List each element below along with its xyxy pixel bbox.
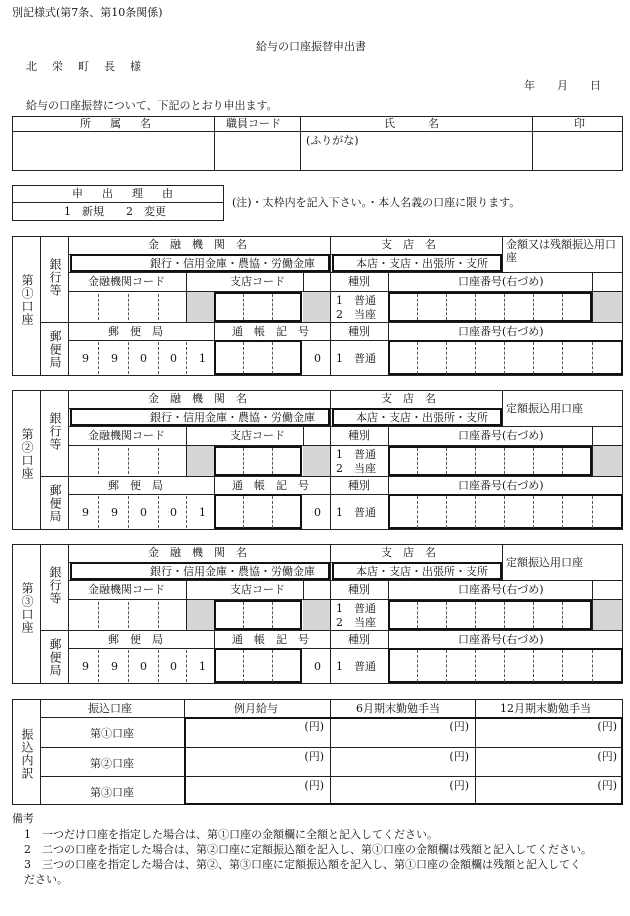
- account-3-institution-name-header: 金 融 機 関 名: [148, 546, 247, 559]
- transfer-amount-r1-c1[interactable]: [186, 719, 328, 745]
- account-1-post-digit-4: 0: [170, 352, 177, 365]
- account-1-account-number-header: 口座番号(右づめ): [458, 275, 544, 288]
- yen-unit-label: (円): [597, 750, 617, 763]
- account-1-institution-code-field[interactable]: [69, 292, 185, 322]
- transfer-section-label: 振込内訳: [20, 728, 34, 780]
- account-3-passbook-symbol-field[interactable]: [214, 648, 302, 683]
- account-2-purpose-note: 定額振込用口座: [506, 402, 583, 415]
- account-3-institution-code-field[interactable]: [69, 600, 185, 630]
- monthly-salary-header: 例月給与: [234, 702, 278, 715]
- reason-options[interactable]: 1 新規 2 変更: [64, 205, 166, 218]
- yen-unit-label: (円): [449, 779, 469, 792]
- account-2-post-digit-4: 0: [170, 506, 177, 519]
- account-3-post-digit-1: 9: [82, 660, 89, 673]
- account-1-branch-code-header: 支店コード: [230, 275, 285, 288]
- seal-field[interactable]: [533, 132, 622, 170]
- account-3-passbook-symbol-header: 通 帳 記 号: [232, 633, 309, 646]
- account-1-post-type-ordinary: 1 普通: [336, 352, 376, 365]
- transfer-amount-r3-c1[interactable]: [186, 778, 328, 804]
- account-3-post-number-header: 口座番号(右づめ): [458, 633, 544, 646]
- account-2-post-digit-3: 0: [140, 506, 147, 519]
- form-reference: 別記様式(第7条、第10条関係): [12, 6, 163, 19]
- account-2-post-type-header: 種別: [348, 479, 370, 492]
- staff-code-field[interactable]: [215, 132, 299, 170]
- transfer-amount-r3-c3[interactable]: [477, 778, 621, 804]
- account-1-type-checking: 2 当座: [336, 308, 376, 321]
- account-1-branch-types: 本店・支店・出張所・支所: [356, 257, 488, 270]
- account-3-post-number-field[interactable]: [388, 648, 623, 683]
- staff-code-header: 職員コード: [226, 117, 281, 130]
- note-text: (注)・太枠内を記入下さい。・本人名義の口座に限ります。: [232, 196, 521, 209]
- yen-unit-label: (円): [304, 720, 324, 733]
- account-1-post-number-field[interactable]: [388, 340, 623, 375]
- account-1-post-digit-2: 9: [111, 352, 118, 365]
- account-2-post-zero: 0: [314, 506, 321, 519]
- reason-header: 申 出 理 由: [72, 187, 177, 200]
- remarks-title: 備考: [12, 812, 34, 825]
- account-1-type-ordinary: 1 普通: [336, 294, 376, 307]
- account-2-branch-types: 本店・支店・出張所・支所: [356, 411, 488, 424]
- account-2-post-digit-2: 9: [111, 506, 118, 519]
- account-2-post-number-field[interactable]: [388, 494, 623, 529]
- account-2-post-section-label: 郵便局: [48, 484, 62, 523]
- june-bonus-header: 6月期末勤勉手当: [356, 702, 440, 715]
- account-2-branch-name-header: 支 店 名: [381, 392, 436, 405]
- account-3-type-ordinary: 1 普通: [336, 602, 376, 615]
- account-3-branch-name-header: 支 店 名: [381, 546, 436, 559]
- account-1-institution-types: 銀行・信用金庫・農協・労働金庫: [150, 257, 315, 270]
- name-header: 氏 名: [384, 117, 439, 130]
- account-1-institution-name-header: 金 融 機 関 名: [148, 238, 247, 251]
- account-1-post-number-header: 口座番号(右づめ): [458, 325, 544, 338]
- transfer-account-header: 振込口座: [88, 702, 132, 715]
- account-1-post-digit-5: 1: [199, 352, 206, 365]
- account-3-post-type-ordinary: 1 普通: [336, 660, 376, 673]
- account-1-branch-code-field[interactable]: [214, 292, 302, 322]
- account-2-type-checking: 2 当座: [336, 462, 376, 475]
- account-2-post-type-ordinary: 1 普通: [336, 506, 376, 519]
- account-3-bank-section-label: 銀行等: [48, 566, 62, 605]
- yen-unit-label: (円): [304, 779, 324, 792]
- account-3-post-section-label: 郵便局: [48, 638, 62, 677]
- account-3-label: 第③口座: [20, 582, 34, 634]
- account-3-account-number-header: 口座番号(右づめ): [458, 583, 544, 596]
- account-3-branch-code-field[interactable]: [214, 600, 302, 630]
- account-2-bank-section-label: 銀行等: [48, 412, 62, 451]
- yen-unit-label: (円): [449, 720, 469, 733]
- account-2-account-number-header: 口座番号(右づめ): [458, 429, 544, 442]
- account-1-passbook-symbol-field[interactable]: [214, 340, 302, 375]
- account-2-post-number-header: 口座番号(右づめ): [458, 479, 544, 492]
- intro-text: 給与の口座振替について、下記のとおり申出ます。: [26, 99, 278, 112]
- account-3-post-digit-4: 0: [170, 660, 177, 673]
- remark-item-3: 3 三つの口座を指定した場合は、第②、第③口座に定額振込額を記入し、第①口座の金額欄は残額と記入してく: [24, 858, 581, 871]
- account-3-post-digit-3: 0: [140, 660, 147, 673]
- account-1-post-section-label: 郵便局: [48, 330, 62, 369]
- remark-item-3-cont: ださい。: [24, 873, 68, 886]
- date-label: 年 月 日: [524, 79, 601, 92]
- yen-unit-label: (円): [597, 779, 617, 792]
- account-3-post-type-header: 種別: [348, 633, 370, 646]
- transfer-amount-r2-c3[interactable]: [477, 749, 621, 775]
- account-3-post-office-header: 郵 便 局: [108, 633, 163, 646]
- yen-unit-label: (円): [449, 750, 469, 763]
- account-1-post-digit-3: 0: [140, 352, 147, 365]
- account-2-branch-code-field[interactable]: [214, 446, 302, 476]
- account-1-account-type-header: 種別: [348, 275, 370, 288]
- account-2-type-ordinary: 1 普通: [336, 448, 376, 461]
- account-3-institution-types: 銀行・信用金庫・農協・労働金庫: [150, 565, 315, 578]
- account-3-type-checking: 2 当座: [336, 616, 376, 629]
- furigana-label: (ふりがな): [306, 134, 359, 147]
- account-1-post-digit-1: 9: [82, 352, 89, 365]
- account-2-branch-code-header: 支店コード: [230, 429, 285, 442]
- transfer-amount-r2-c1[interactable]: [186, 749, 328, 775]
- account-1-bank-section-label: 銀行等: [48, 258, 62, 297]
- account-2-post-digit-5: 1: [199, 506, 206, 519]
- account-2-post-office-header: 郵 便 局: [108, 479, 163, 492]
- transfer-row-2-label: 第②口座: [90, 757, 134, 770]
- account-2-label: 第②口座: [20, 428, 34, 480]
- account-3-institution-code-header: 金融機関コード: [88, 583, 165, 596]
- account-1-label: 第①口座: [20, 274, 34, 326]
- transfer-amount-r1-c2[interactable]: [332, 719, 473, 745]
- account-3-post-digit-5: 1: [199, 660, 206, 673]
- december-bonus-header: 12月期末勤勉手当: [500, 702, 591, 715]
- transfer-row-1-label: 第①口座: [90, 727, 134, 740]
- transfer-amount-r3-c2[interactable]: [332, 778, 473, 804]
- account-2-passbook-symbol-field[interactable]: [214, 494, 302, 529]
- account-1-purpose-note: 金額又は残額振込用口座: [506, 238, 616, 264]
- account-1-post-type-header: 種別: [348, 325, 370, 338]
- account-3-post-digit-2: 9: [111, 660, 118, 673]
- account-2-institution-code-field[interactable]: [69, 446, 185, 476]
- remark-item-2: 2 二つの口座を指定した場合は、第②口座に定額振込額を記入し、第①口座の金額欄は残額と記入してください。: [24, 843, 592, 856]
- seal-header: 印: [574, 117, 585, 130]
- account-2-post-digit-1: 9: [82, 506, 89, 519]
- account-3-post-zero: 0: [314, 660, 321, 673]
- page-title: 給与の口座振替申出書: [256, 40, 366, 53]
- account-3-branch-code-header: 支店コード: [230, 583, 285, 596]
- transfer-amount-r2-c2[interactable]: [332, 749, 473, 775]
- affiliation-header: 所 属 名: [80, 117, 155, 130]
- yen-unit-label: (円): [304, 750, 324, 763]
- transfer-amount-r1-c3[interactable]: [477, 719, 621, 745]
- account-3-purpose-note: 定額振込用口座: [506, 556, 583, 569]
- account-1-post-zero: 0: [314, 352, 321, 365]
- account-1-institution-code-header: 金融機関コード: [88, 275, 165, 288]
- account-2-passbook-symbol-header: 通 帳 記 号: [232, 479, 309, 492]
- remark-item-1: 1 一つだけ口座を指定した場合は、第①口座の金額欄に全額と記入してください。: [24, 828, 438, 841]
- account-3-account-type-header: 種別: [348, 583, 370, 596]
- account-2-institution-types: 銀行・信用金庫・農協・労働金庫: [150, 411, 315, 424]
- account-1-post-office-header: 郵 便 局: [108, 325, 163, 338]
- affiliation-field[interactable]: [13, 132, 213, 170]
- account-2-institution-code-header: 金融機関コード: [88, 429, 165, 442]
- account-2-account-type-header: 種別: [348, 429, 370, 442]
- name-field[interactable]: [301, 132, 531, 170]
- yen-unit-label: (円): [597, 720, 617, 733]
- account-2-institution-name-header: 金 融 機 関 名: [148, 392, 247, 405]
- account-1-passbook-symbol-header: 通 帳 記 号: [232, 325, 309, 338]
- account-3-branch-types: 本店・支店・出張所・支所: [356, 565, 488, 578]
- transfer-row-3-label: 第③口座: [90, 786, 134, 799]
- addressee: 北 栄 町 長 様: [26, 60, 143, 73]
- account-1-branch-name-header: 支 店 名: [381, 238, 436, 251]
